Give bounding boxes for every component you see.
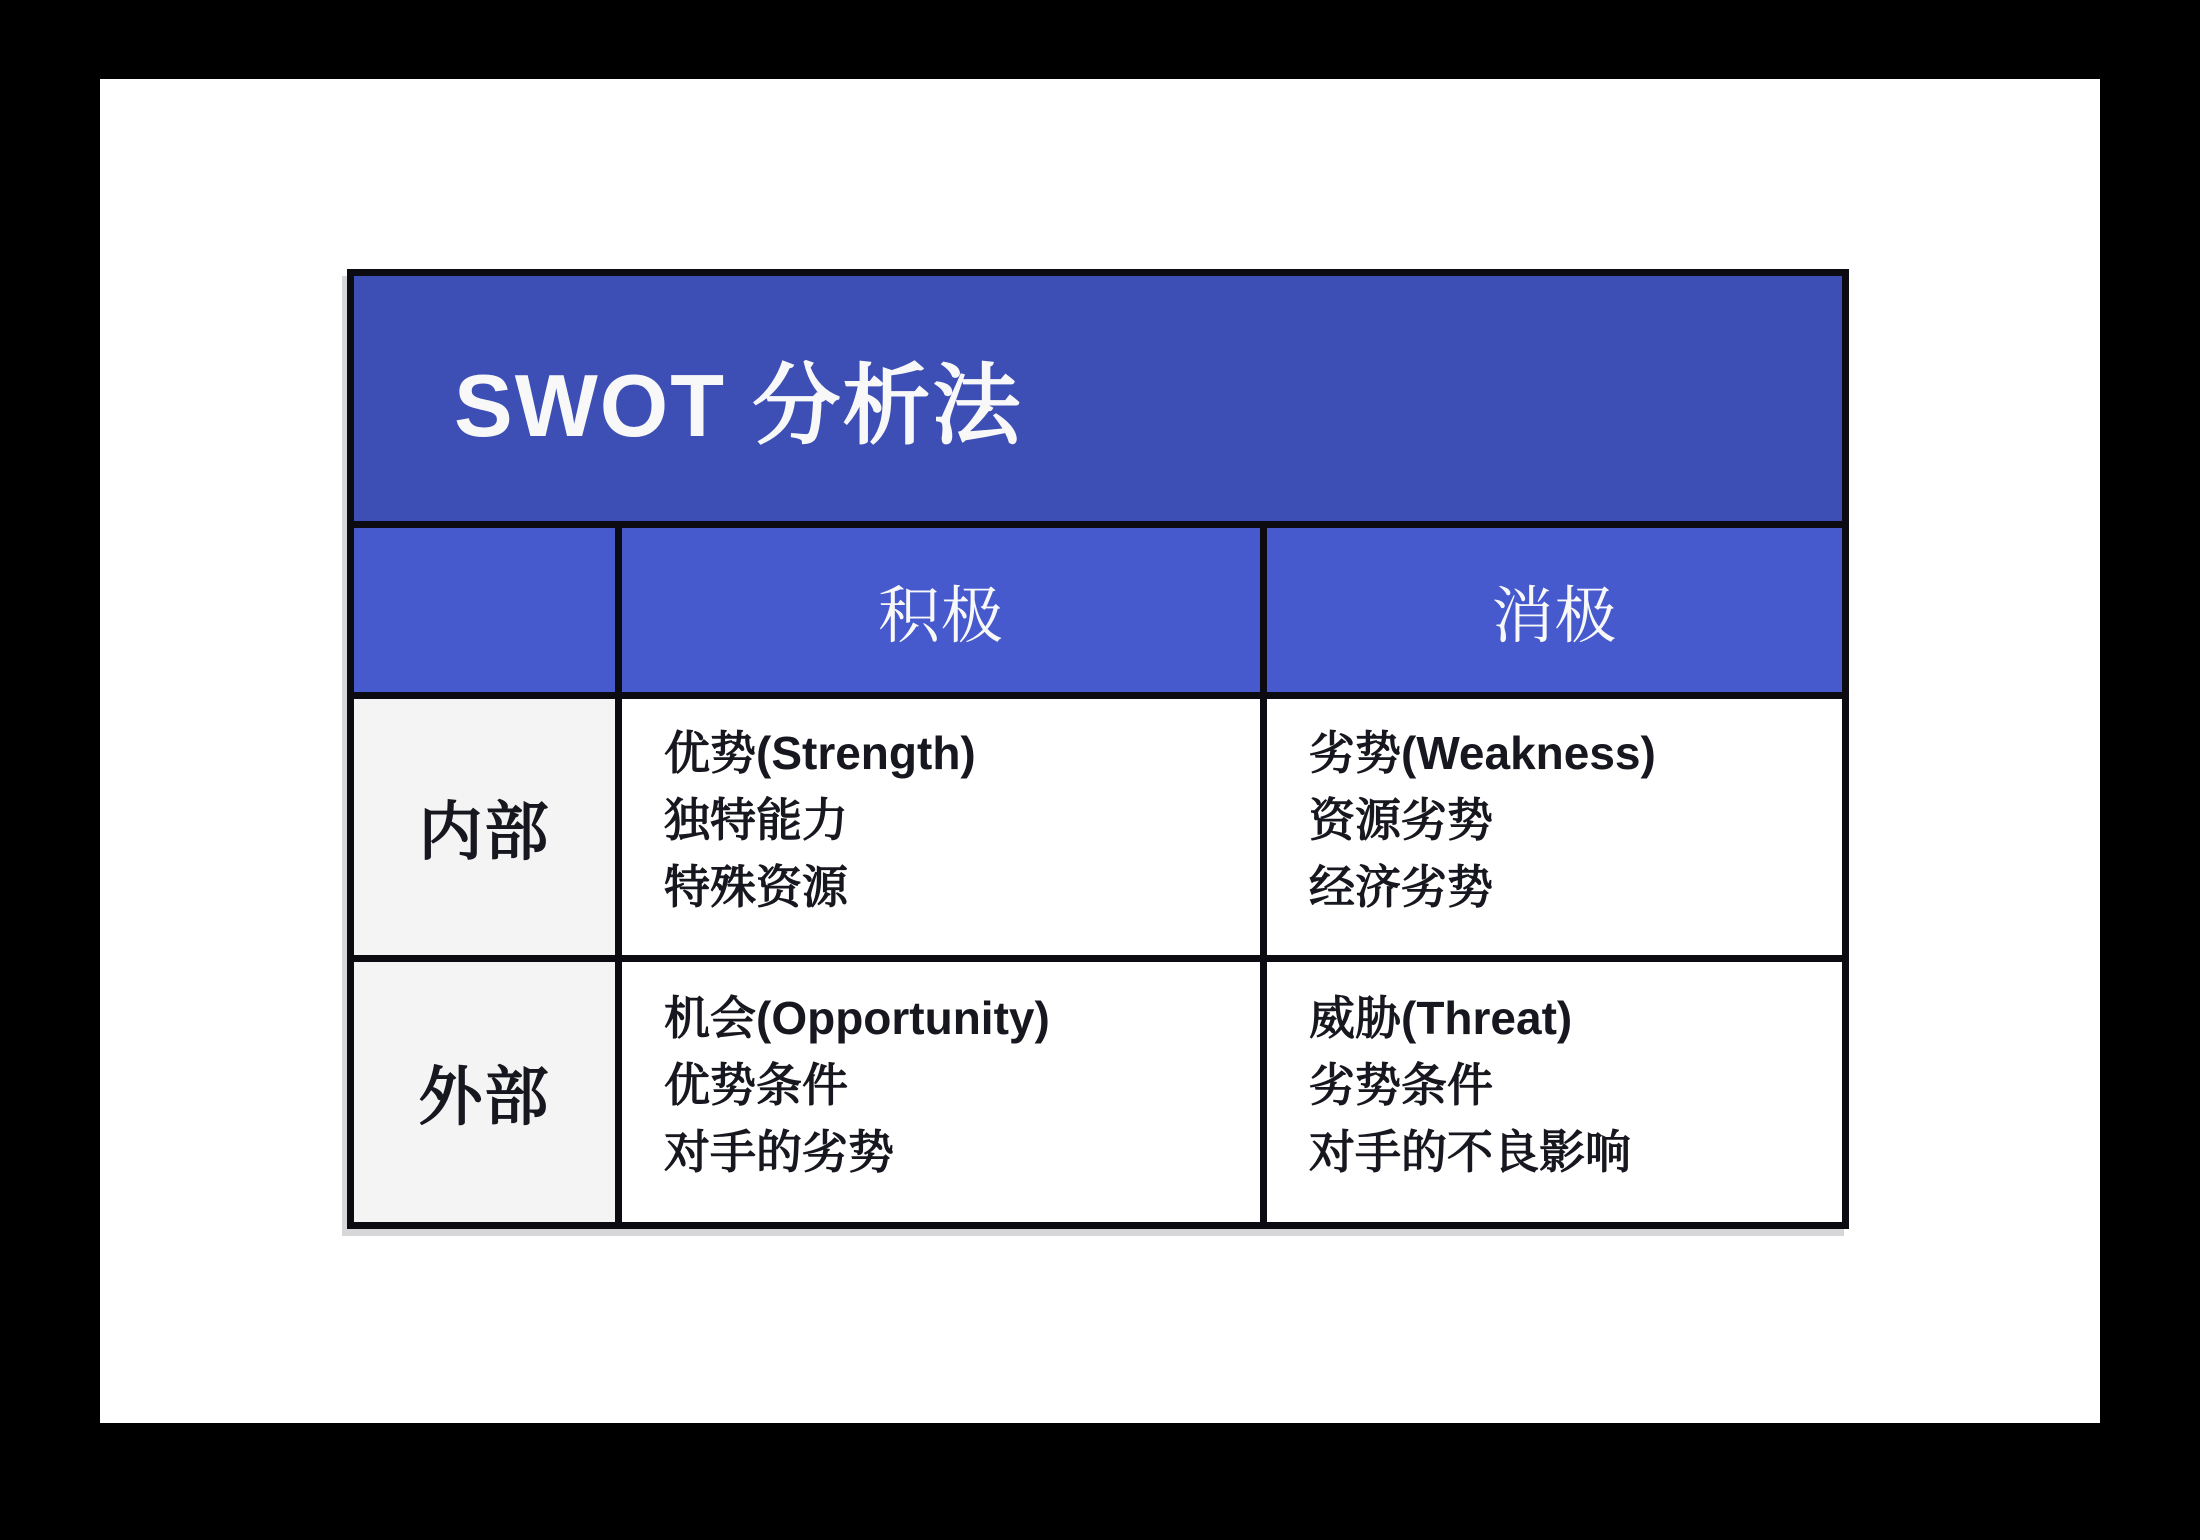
cell-text-line: 特殊资源 xyxy=(664,860,848,913)
cell-text-line: 威胁(Threat) xyxy=(1309,991,1573,1044)
cell-external-positive xyxy=(622,962,1260,1222)
cell-text-line: 经济劣势 xyxy=(1309,860,1493,913)
row-header-internal-label: 内部 xyxy=(418,796,551,868)
cell-internal-negative xyxy=(1267,699,1842,955)
swot-table xyxy=(347,269,1849,1229)
row-header-internal xyxy=(354,699,615,955)
cell-external-negative xyxy=(1267,962,1842,1222)
cell-text-line: 机会(Opportunity) xyxy=(664,991,1050,1044)
cell-text-line: 劣势(Weakness) xyxy=(1309,726,1656,779)
column-header-negative-label: 消极 xyxy=(1491,581,1618,651)
cell-text-line: 对手的不良影响 xyxy=(1309,1125,1631,1178)
column-header-negative xyxy=(1267,528,1842,692)
corner-cell xyxy=(354,528,615,692)
column-header-positive xyxy=(622,528,1260,692)
row-header-external-label: 外部 xyxy=(418,1061,551,1133)
slide-page xyxy=(100,79,2100,1423)
cell-text-line: 劣势条件 xyxy=(1309,1058,1493,1111)
cell-text-line: 优势(Strength) xyxy=(664,726,976,779)
table-title-cell xyxy=(354,276,1842,521)
cell-text-line: 优势条件 xyxy=(664,1058,848,1111)
column-header-positive-label: 积极 xyxy=(877,581,1004,651)
cell-internal-positive xyxy=(622,699,1260,955)
table-title: SWOT 分析法 xyxy=(454,355,1023,455)
cell-text-line: 资源劣势 xyxy=(1309,793,1493,846)
row-header-external xyxy=(354,962,615,1222)
cell-text-line: 对手的劣势 xyxy=(664,1125,894,1178)
cell-text-line: 独特能力 xyxy=(664,793,848,846)
